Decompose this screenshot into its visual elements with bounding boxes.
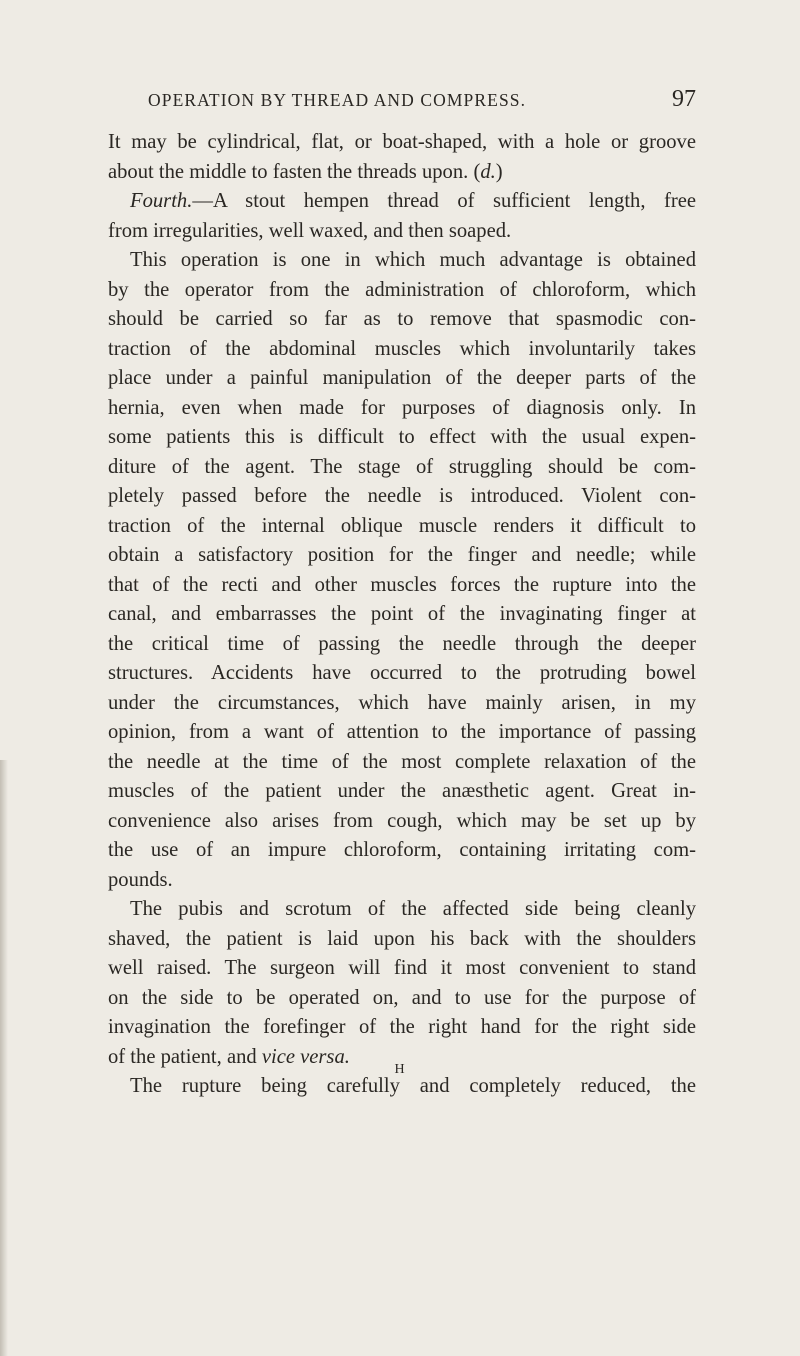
line-text: traction of the abdominal muscles which involuntarily takes (108, 337, 696, 360)
line-text: —A stout hempen thread of sufficient length, free (192, 190, 696, 212)
text-line (108, 630, 696, 660)
line-text: on the side to be operated on, and to use for the purpose of (108, 986, 696, 1009)
italic-heading: Fourth. (130, 190, 193, 212)
text-line (108, 305, 696, 335)
text-line (108, 925, 696, 955)
text-line (108, 187, 696, 217)
text-line (108, 128, 696, 158)
text-line (108, 394, 696, 424)
text-line (108, 954, 696, 984)
text-line (108, 689, 696, 719)
line-text: hernia, even when made for purposes of diagnosis only. In (108, 396, 696, 419)
line-text: some patients this is difficult to effect with the usual expen- (108, 426, 696, 448)
line-text: pletely passed before the needle is introduced. Violent con- (108, 485, 696, 507)
body-text (108, 128, 696, 1102)
text-line (108, 718, 696, 748)
line-text: convenience also arises from cough, which may be set up by (108, 809, 696, 832)
text-line (108, 246, 696, 276)
line-text: canal, and embarrasses the point of the invaginating finger at (108, 603, 696, 625)
line-text: of the patient, and (108, 1045, 262, 1068)
line-text: that of the recti and other muscles forces the rupture into the (108, 573, 696, 596)
line-tail: ) (495, 160, 503, 183)
line-text: under the circumstances, which have mainly arisen, in my (108, 691, 696, 714)
text-line (108, 364, 696, 394)
text-line (108, 423, 696, 453)
text-line (108, 748, 696, 778)
line-text: structures. Accidents have occurred to the protruding bowel (108, 662, 696, 684)
text-line (108, 866, 696, 896)
text-line (108, 777, 696, 807)
text-line (108, 659, 696, 689)
line-text: opinion, from a want of attention to the importance of passing (108, 721, 696, 743)
signature-mark: H (394, 1062, 406, 1077)
line-text: the critical time of passing the needle through the deeper (108, 632, 696, 655)
line-text: well raised. The surgeon will find it most convenient to stand (108, 957, 696, 979)
text-line (108, 807, 696, 837)
line-text: traction of the internal oblique muscle renders it difficult to (108, 514, 696, 537)
text-line (108, 541, 696, 571)
line-text: The pubis and scrotum of the affected side being cleanly (130, 898, 696, 920)
line-text: invagination the forefinger of the right hand for the right side (108, 1016, 696, 1038)
text-line (108, 836, 696, 866)
line-text: by the operator from the administration of chloroform, which (108, 278, 696, 301)
text-line (108, 895, 696, 925)
text-line (108, 600, 696, 630)
text-line (108, 453, 696, 483)
line-text: obtain a satisfactory position for the finger and needle; while (108, 544, 696, 566)
text-line (108, 158, 696, 188)
line-text: It may be cylindrical, flat, or boat-shaped, with a hole or groove (108, 131, 696, 153)
text-line (108, 217, 696, 247)
line-text: shaved, the patient is laid upon his back with the shoulders (108, 927, 696, 950)
text-line (108, 512, 696, 542)
running-title: OPERATION BY THREAD AND COMPRESS. (148, 90, 527, 110)
italic-text: vice versa. (261, 1045, 350, 1068)
line-text: the needle at the time of the most complete relaxation of the (108, 750, 696, 773)
page-edge-shadow (0, 760, 8, 1356)
line-text: should be carried so far as to remove that spasmodic con- (108, 308, 696, 330)
line-text: muscles of the patient under the anæsthetic agent. Great in- (108, 780, 696, 802)
italic-text: d. (480, 160, 496, 183)
running-head (148, 88, 696, 118)
line-text: about the middle to fasten the threads upon. ( (108, 160, 481, 183)
line-text: pounds. (108, 868, 173, 891)
line-text: diture of the agent. The stage of struggling should be com- (108, 455, 696, 478)
line-text: from irregularities, well waxed, and then soaped. (108, 219, 512, 242)
text-line (108, 276, 696, 306)
line-text: This operation is one in which much advantage is obtained (130, 249, 696, 271)
line-text: the use of an impure chloroform, containing irritating com- (108, 839, 696, 861)
line-text: place under a painful manipulation of the deeper parts of the (108, 367, 696, 389)
text-line (108, 1013, 696, 1043)
text-line (108, 482, 696, 512)
page-number: 97 (672, 86, 696, 112)
text-line (108, 571, 696, 601)
text-line (108, 335, 696, 365)
line-text: The rupture being carefully and completely reduced, the (130, 1075, 696, 1097)
text-line (108, 984, 696, 1014)
